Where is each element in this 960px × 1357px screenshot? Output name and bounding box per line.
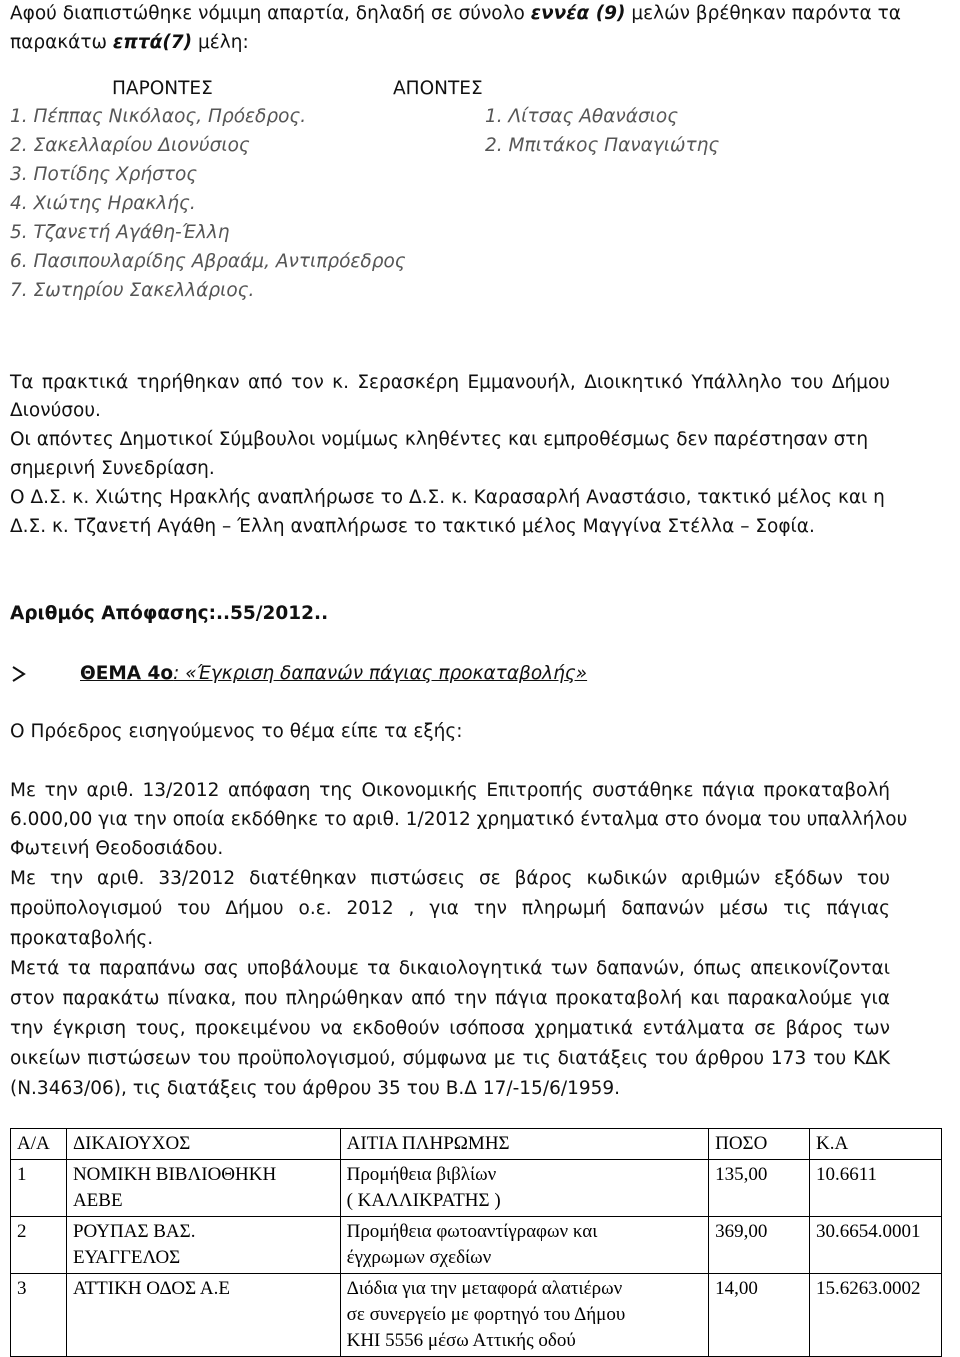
cell-line: Διόδια για την μεταφορά αλατιέρων <box>346 1278 623 1299</box>
cell-line: ΑΕΒΕ <box>72 1190 123 1211</box>
cell-line: σε συνεργείο με φορτηγό του Δήμου <box>346 1304 626 1325</box>
cell-code: 30.6654.0001 <box>810 1217 942 1274</box>
body-a-line2: 6.000,00 για την οποία εκδόθηκε το αριθ. 1/2012 χρηματικό ένταλμα στο όνομα του υπαλλήλου <box>10 809 908 830</box>
list-item: 2. Σακελλαρίου Διονύσιος <box>10 135 250 156</box>
cell-line: Προμήθεια φωτοαντίγραφων και <box>346 1221 598 1242</box>
cell-aa: 2 <box>11 1217 67 1274</box>
cell-line: ΑΤΤΙΚΗ ΟΔΟΣ Α.Ε <box>72 1278 230 1299</box>
present-header: ΠΑΡΟΝΤΕΣ <box>112 78 213 99</box>
intro-text: μελών βρέθηκαν παρόντα τα <box>625 3 901 24</box>
cell-beneficiary <box>66 1217 340 1274</box>
intro-emphasis: επτά(7) <box>112 32 193 53</box>
list-item: 3. Ποτίδης Χρήστος <box>10 164 198 185</box>
cell-beneficiary <box>66 1274 340 1357</box>
minutes-p2-line2: σημερινή Συνεδρίαση. <box>10 458 215 479</box>
cell-code: 10.6611 <box>810 1160 942 1217</box>
cell-line: Προμήθεια βιβλίων <box>346 1164 497 1185</box>
body-a-line3: Φωτεινή Θεοδοσιάδου. <box>10 838 224 859</box>
cell-line: ΕΥΑΓΓΕΛΟΣ <box>72 1247 181 1268</box>
list-item: 7. Σωτηρίου Σακελλάριος. <box>10 280 255 301</box>
cell-amount: 135,00 <box>709 1160 810 1217</box>
list-item: 5. Τζανετή Αγάθη-Έλλη <box>10 222 230 243</box>
cell-line: ( ΚΑΛΛΙΚΡΑΤΗΣ ) <box>346 1190 501 1211</box>
decision-number <box>10 600 328 628</box>
header-reason: ΑΙΤΙΑ ΠΛΗΡΩΜΗΣ <box>340 1129 708 1160</box>
cell-aa: 1 <box>11 1160 67 1217</box>
cell-line: έγχρωμων σχεδίων <box>346 1247 492 1268</box>
topic-title: : «Έγκριση δαπανών πάγιας προκαταβολής» <box>173 663 588 684</box>
body-b-line1: Με την αριθ. 33/2012 διατέθηκαν πιστώσεις σε βάρος κωδικών αριθμών εξόδων του <box>10 868 890 889</box>
topic-label: ΘΕΜΑ 4ο <box>80 663 174 684</box>
minutes-p2-line1: Οι απόντες Δημοτικοί Σύμβουλοι νομίμως κληθέντες και εμπροθέσμως δεν παρέστησαν στη <box>10 429 869 450</box>
intro-line-1 <box>10 0 901 28</box>
intro-text: παρακάτω <box>10 32 113 53</box>
topic-heading <box>80 660 587 688</box>
cell-reason <box>340 1160 708 1217</box>
list-item: 2. Μπιτάκος Παναγιώτης <box>485 135 720 156</box>
cell-reason <box>340 1217 708 1274</box>
cell-beneficiary <box>66 1160 340 1217</box>
absent-header: ΑΠΟΝΤΕΣ <box>393 78 483 99</box>
cell-line: ΚΗΙ 5556 μέσω Αττικής οδού <box>346 1330 576 1351</box>
list-item: 4. Χιώτης Ηρακλής. <box>10 193 196 214</box>
list-item: 1. Λίτσας Αθανάσιος <box>485 106 679 127</box>
list-item: 1. Πέππας Νικόλαος, Πρόεδρος. <box>10 106 307 127</box>
body-a-line1: Με την αριθ. 13/2012 απόφαση της Οικονομικής Επιτροπής συστάθηκε πάγια προκαταβολή <box>10 780 890 801</box>
body-b-line3: προκαταβολής. <box>10 928 154 949</box>
minutes-p1-line2: Διονύσου. <box>10 400 101 421</box>
cell-aa: 3 <box>11 1274 67 1357</box>
cell-code: 15.6263.0002 <box>810 1274 942 1357</box>
header-amount: ΠΟΣΟ <box>709 1129 810 1160</box>
intro-line-2 <box>10 29 249 57</box>
body-c-line2: στον παρακάτω πίνακα, που πληρώθηκαν από την πάγια προκαταβολή και παρακαλούμε για <box>10 988 890 1009</box>
cell-reason <box>340 1274 708 1357</box>
table-row <box>11 1274 942 1357</box>
arrow-bullet-icon <box>10 660 30 688</box>
list-item: 6. Πασιπουλαρίδης Αβραάμ, Αντιπρόεδρος <box>10 251 406 272</box>
cell-amount: 14,00 <box>709 1274 810 1357</box>
decision-value: ..55/2012.. <box>216 603 329 624</box>
cell-amount: 369,00 <box>709 1217 810 1274</box>
body-b-line2: προϋπολογισμού του Δήμου ο.ε. 2012 , για την πληρωμή δαπανών μέσω τις πάγιας <box>10 898 890 919</box>
header-aa: Α/Α <box>11 1129 67 1160</box>
body-c-line5: (Ν.3463/06), τις διατάξεις του άρθρου 35 του Β.Δ 17/-15/6/1959. <box>10 1078 621 1099</box>
decision-label: Αριθμός Απόφασης: <box>10 603 216 624</box>
body-c-line3: την έγκριση τους, προκειμένου να εκδοθούν ισόποσα χρηματικά εντάλματα σε βάρος των <box>10 1018 890 1039</box>
president-intro: Ο Πρόεδρος εισηγούμενος το θέμα είπε τα εξής: <box>10 721 463 742</box>
minutes-p3-line1: Ο Δ.Σ. κ. Χιώτης Ηρακλής αναπλήρωσε το Δ.Σ. κ. Καρασαρλή Αναστάσιο, τακτικό μέλος και η <box>10 487 885 508</box>
present-list <box>10 102 406 305</box>
header-code: Κ.Α <box>810 1129 942 1160</box>
minutes-p1-line1: Τα πρακτικά τηρήθηκαν από τον κ. Σερασκέρη Εμμανουήλ, Διοικητικό Υπάλληλο του Δήμου <box>10 372 890 393</box>
payments-table <box>10 1128 942 1357</box>
absent-list <box>485 102 719 160</box>
table-row <box>11 1217 942 1274</box>
body-c-line4: οικείων πιστώσεων του προϋπολογισμού, σύμφωνα με τις διατάξεις του άρθρου 173 του ΚΔΚ <box>10 1048 890 1069</box>
cell-line: ΡΟΥΠΑΣ ΒΑΣ. <box>72 1221 196 1242</box>
header-beneficiary: ΔΙΚΑΙΟΥΧΟΣ <box>66 1129 340 1160</box>
intro-text: Αφού διαπιστώθηκε νόμιμη απαρτία, δηλαδή σε σύνολο <box>10 3 531 24</box>
cell-line: ΝΟΜΙΚΗ ΒΙΒΛΙΟΘΗΚΗ <box>72 1164 277 1185</box>
table-header-row <box>11 1129 942 1160</box>
table-row <box>11 1160 942 1217</box>
intro-text: μέλη: <box>192 32 249 53</box>
intro-emphasis: εννέα (9) <box>530 3 626 24</box>
minutes-p3-line2: Δ.Σ. κ. Τζανετή Αγάθη – Έλλη αναπλήρωσε το τακτικό μέλος Μαγγίνα Στέλλα – Σοφία. <box>10 516 815 537</box>
body-c-line1: Μετά τα παραπάνω σας υποβάλουμε τα δικαιολογητικά των δαπανών, όπως απεικονίζονται <box>10 958 890 979</box>
